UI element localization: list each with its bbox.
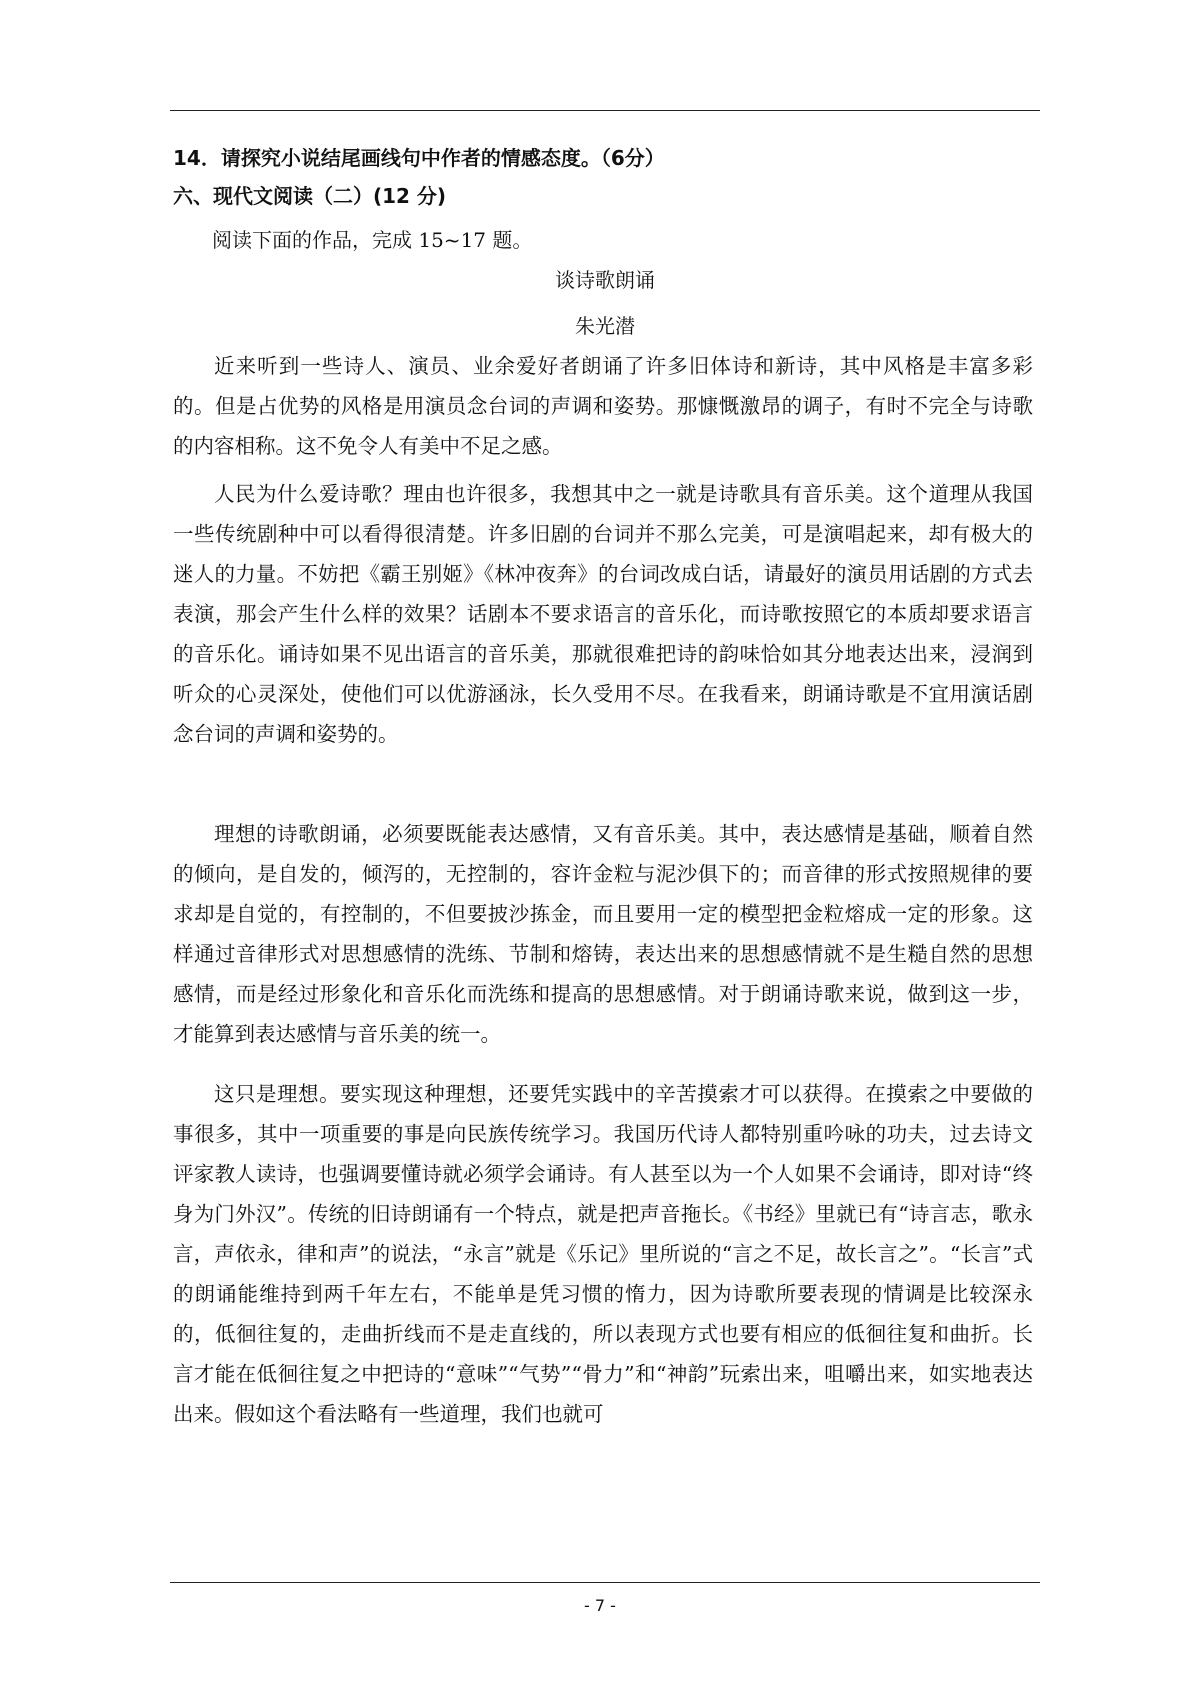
footer-rule <box>170 1582 1040 1583</box>
essay-paragraph-3: 理想的诗歌朗诵，必须要既能表达感情，又有音乐美。其中，表达感情是基础，顺着自然的倾向，是自发的，倾泻的，无控制的，容许金粒与泥沙俱下的；而音律的形式按照规律的要求却是自觉的，有控制的，不但要披沙拣金，而且要用一定的模型把金粒熔成一定的形象。这样通过音律形式对思想感情的洗练、节制和熔铸，表达出来的思想感情就不是生糙自然的思想感情，而是经过形象化和音乐化而洗练和提高的思想感情。对于朗诵诗歌来说，做到这一步，才能算到表达感情与音乐美的统一。 <box>173 822 1033 1046</box>
header-rule <box>170 110 1040 111</box>
essay-paragraph-1: 近来听到一些诗人、演员、业余爱好者朗诵了许多旧体诗和新诗，其中风格是丰富多彩的。但是占优势的风格是用演员念台词的声调和姿势。那慷慨激昂的调子，有时不完全与诗歌的内容相称。这不免令人有美中不足之感。 <box>173 354 1033 458</box>
essay-author: 朱光潜 <box>575 314 635 338</box>
page-number: - 7 - <box>584 1596 616 1615</box>
essay-paragraph-2: 人民为什么爱诗歌？理由也许很多，我想其中之一就是诗歌具有音乐美。这个道理从我国一些传统剧种中可以看得很清楚。许多旧剧的台词并不那么完美，可是演唱起来，却有极大的迷人的力量。不妨把《霸王别姬》《林冲夜奔》的台词改成白话，请最好的演员用话剧的方式去表演，那会产生什么样的效果？话剧本不要求语言的音乐化，而诗歌按照它的本质却要求语言的音乐化。诵诗如果不见出语言的音乐美，那就很难把诗的韵味恰如其分地表达出来，浸润到听众的心灵深处，使他们可以优游涵泳，长久受用不尽。在我看来，朗诵诗歌是不宜用演话剧念台词的声调和姿势的。 <box>173 482 1033 746</box>
reading-instruction: 阅读下面的作品，完成 15~17 题。 <box>212 228 533 252</box>
section-heading: 六、现代文阅读（二）(12 分) <box>173 184 447 208</box>
essay-title: 谈诗歌朗诵 <box>555 268 655 292</box>
essay-paragraph-4: 这只是理想。要实现这种理想，还要凭实践中的辛苦摸索才可以获得。在摸索之中要做的事很多，其中一项重要的事是向民族传统学习。我国历代诗人都特别重吟咏的功夫，过去诗文评家教人读诗，也强调要懂诗就必须学会诵诗。有人甚至以为一个人如果不会诵诗，即对诗“终身为门外汉”。传统的旧诗朗诵有一个特点，就是把声音拖长。《书经》里就已有“诗言志，歌永言，声依永，律和声”的说法，“永言”就是《乐记》里所说的“言之不足，故长言之”。“长言”式的朗诵能维持到两千年左右，不能单是凭习惯的惰力，因为诗歌所要表现的情调是比较深永的，低徊往复的，走曲折线而不是走直线的，所以表现方式也要有相应的低徊往复和曲折。长言才能在低徊往复之中把诗的“意味”“气势”“骨力”和“神韵”玩索出来，咀嚼出来，如实地表达出来。假如这个看法略有一些道理，我们也就可 <box>173 1082 1033 1426</box>
question-14: 14．请探究小说结尾画线句中作者的情感态度。（6分） <box>173 146 665 170</box>
